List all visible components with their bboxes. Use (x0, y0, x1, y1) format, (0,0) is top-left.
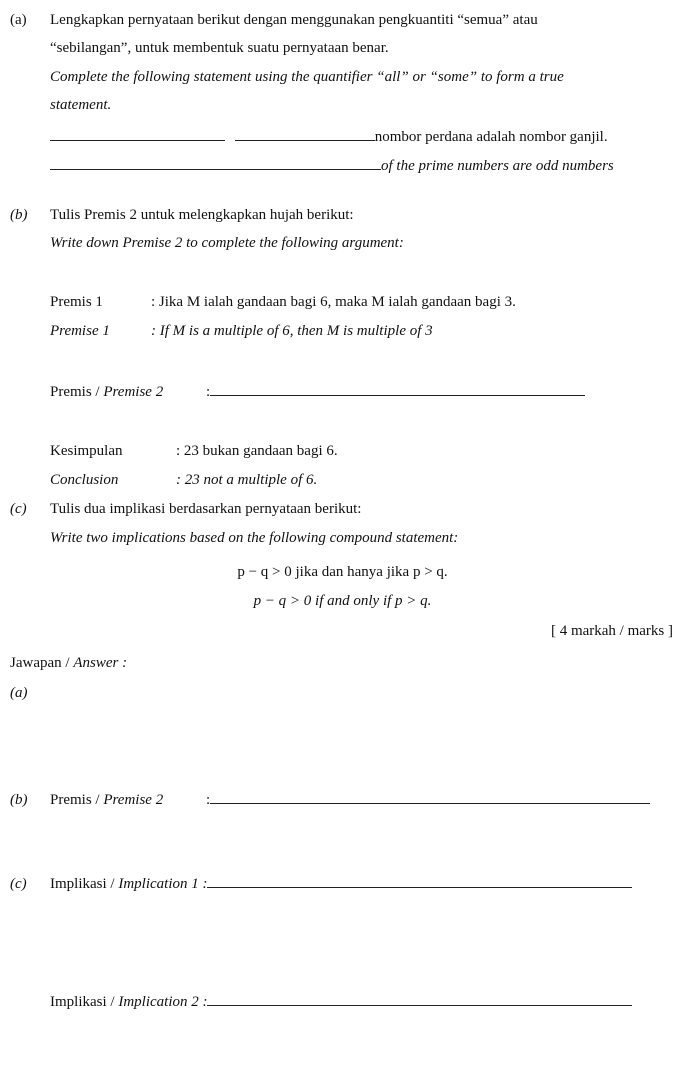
answer-blank-2[interactable] (235, 128, 375, 141)
answer-c-impl2-ms: Implikasi / (50, 994, 119, 1010)
part-a-ms-instruction-line1: Lengkapkan pernyataan berikut dengan menggunakan pengkuantiti “semua” atau (50, 12, 538, 28)
answer-c-impl2-en: Implication 2 : (118, 994, 208, 1010)
answer-b-blank[interactable] (210, 791, 650, 804)
part-a-label: (a) (10, 12, 27, 28)
answer-blank-1[interactable] (50, 128, 225, 141)
answer-a-label: (a) (10, 685, 28, 701)
answer-c-impl1-ms: Implikasi / (50, 876, 119, 892)
premise2-row (50, 383, 163, 401)
answer-b-blank-row (206, 791, 650, 809)
answer-b-label: (b) (10, 792, 28, 808)
part-a-ms-statement-row (50, 128, 608, 146)
implication2-blank[interactable] (207, 993, 632, 1006)
part-a-en-instruction-line1: Complete the following statement using the quantifier “all” or “some” to form a true (50, 69, 564, 85)
part-c-ms-statement: p − q > 0 jika dan hanya jika p > q. (237, 564, 448, 580)
answer-c-impl2-row (50, 993, 632, 1011)
implication1-blank[interactable] (207, 875, 632, 888)
premise1-ms-text: : Jika M ialah gandaan bagi 6, maka M ialah gandaan bagi 3. (151, 294, 516, 310)
premise1-ms-label: Premis 1 (50, 294, 103, 310)
conclusion-ms-text: : 23 bukan gandaan bagi 6. (176, 443, 338, 459)
answer-b-colon: : (206, 792, 211, 808)
premise2-label-ms: Premis / (50, 384, 104, 400)
part-b-label: (b) (10, 207, 28, 223)
answer-b-premise-en: Premise 2 (103, 792, 164, 808)
part-c-label: (c) (10, 501, 27, 517)
answer-heading-en: Answer : (73, 655, 128, 671)
conclusion-en-text: : 23 not a multiple of 6. (176, 472, 318, 488)
premise1-en-label: Premise 1 (50, 323, 110, 339)
answer-heading-ms: Jawapan / (10, 655, 74, 671)
part-a-en-statement: of the prime numbers are odd numbers (381, 158, 614, 174)
premise2-colon: : (206, 384, 211, 400)
answer-blank-3[interactable] (50, 157, 381, 170)
answer-heading (10, 654, 127, 672)
part-a-en-statement-row (50, 157, 614, 175)
part-b-ms-instruction: Tulis Premis 2 untuk melengkapkan hujah berikut: (50, 207, 354, 223)
answer-c-impl1-row (50, 875, 632, 893)
part-a-ms-statement: nombor perdana adalah nombor ganjil. (374, 129, 608, 145)
part-a-en-instruction-line2: statement. (50, 97, 112, 113)
answer-b-premise-ms: Premis / (50, 792, 104, 808)
answer-c-impl1-en: Implication 1 : (118, 876, 208, 892)
part-c-ms-instruction: Tulis dua implikasi berdasarkan pernyataan berikut: (50, 501, 362, 517)
premise2-label-en: Premise 2 (103, 384, 164, 400)
answer-c-label: (c) (10, 876, 27, 892)
conclusion-ms-label: Kesimpulan (50, 443, 123, 459)
conclusion-en-label: Conclusion (50, 472, 119, 488)
part-a-ms-instruction-line2: “sebilangan”, untuk membentuk suatu pernyataan benar. (50, 40, 389, 56)
premise1-en-text: : If M is a multiple of 6, then M is multiple of 3 (151, 323, 433, 339)
premise2-blank-row (206, 383, 585, 401)
answer-b-premise-row (50, 791, 163, 809)
marks-label: [ 4 markah / marks ] (550, 623, 673, 639)
premise2-blank[interactable] (210, 383, 585, 396)
part-c-en-statement: p − q > 0 if and only if p > q. (253, 593, 432, 609)
part-c-en-instruction: Write two implications based on the following compound statement: (50, 530, 459, 546)
part-b-en-instruction: Write down Premise 2 to complete the following argument: (50, 235, 404, 251)
